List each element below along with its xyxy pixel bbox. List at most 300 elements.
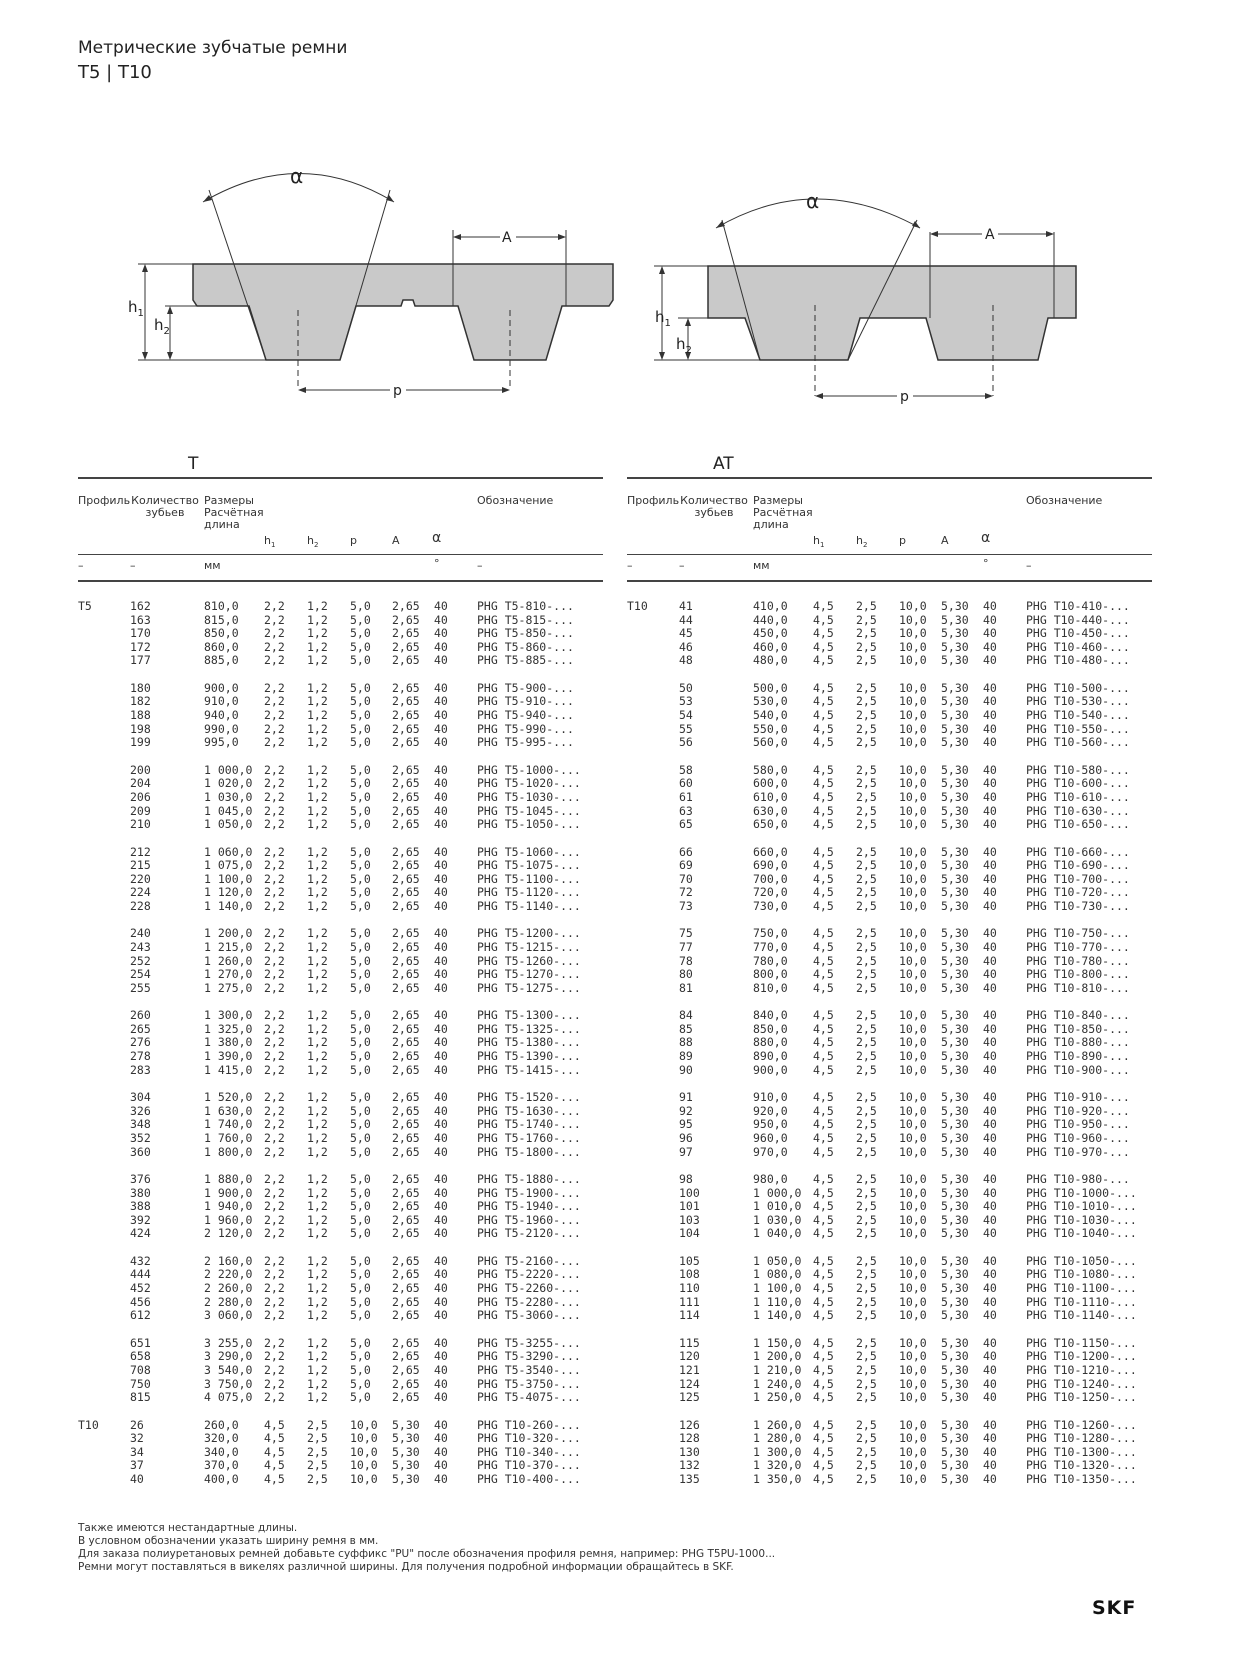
- h1-cell: 2,2: [264, 776, 285, 791]
- length-cell: 1 630,0: [204, 1103, 253, 1118]
- alpha-cell: 40: [983, 1212, 997, 1227]
- p-cell: 5,0: [350, 1308, 371, 1323]
- p-cell: 5,0: [350, 721, 371, 736]
- alpha-cell: 40: [983, 653, 997, 668]
- h2-cell: 1,2: [307, 639, 328, 654]
- p-cell: 5,0: [350, 599, 371, 613]
- p-cell: 10,0: [899, 926, 927, 941]
- length-cell: 480,0: [753, 653, 788, 668]
- h1-cell: 2,2: [264, 721, 285, 736]
- designation-cell: PHG T10-660-...: [1026, 844, 1130, 859]
- a-cell: 2,65: [392, 953, 420, 968]
- h2-cell: 2,5: [307, 1417, 328, 1432]
- a-cell: 2,65: [392, 817, 420, 832]
- alpha-cell: 40: [434, 762, 448, 777]
- p-cell: 5,0: [350, 1267, 371, 1282]
- h1-cell: 2,2: [264, 844, 285, 859]
- teeth-cell: 304: [130, 1090, 151, 1105]
- table-row: [78, 1459, 603, 1473]
- a-cell: 5,30: [941, 1471, 969, 1486]
- h1-cell: 2,2: [264, 762, 285, 777]
- h1-cell: 4,5: [813, 762, 834, 777]
- table-row: [627, 1337, 1152, 1351]
- teeth-cell: 78: [679, 953, 693, 968]
- length-cell: 2 280,0: [204, 1294, 253, 1309]
- teeth-cell: 162: [130, 599, 151, 613]
- alpha-cell: 40: [434, 1172, 448, 1187]
- h2-cell: 2,5: [856, 1294, 877, 1309]
- a-cell: 5,30: [392, 1417, 420, 1432]
- teeth-cell: 58: [679, 762, 693, 777]
- row-group: [627, 1173, 1152, 1241]
- table-row: [627, 600, 1152, 614]
- designation-cell: PHG T10-460-...: [1026, 639, 1130, 654]
- t-profile-diagram: [138, 174, 613, 398]
- a-cell: 5,30: [941, 1062, 969, 1077]
- p-cell: 5,0: [350, 1199, 371, 1214]
- a-cell: 5,30: [941, 1049, 969, 1064]
- a-cell: 5,30: [941, 940, 969, 955]
- designation-cell: PHG T5-2220-...: [477, 1267, 581, 1282]
- designation-cell: PHG T10-1050-...: [1026, 1253, 1137, 1268]
- a-cell: 2,65: [392, 1130, 420, 1145]
- p-cell: 5,0: [350, 694, 371, 709]
- designation-cell: PHG T10-260-...: [477, 1417, 581, 1432]
- teeth-cell: 188: [130, 708, 151, 723]
- h2-cell: 2,5: [856, 612, 877, 627]
- teeth-cell: 53: [679, 694, 693, 709]
- teeth-cell: 326: [130, 1103, 151, 1118]
- length-cell: 400,0: [204, 1471, 239, 1486]
- h2-cell: 2,5: [856, 708, 877, 723]
- footnote: Для заказа полиуретановых ремней добавьте суффикс "PU" после обозначения профиля ремня, например: PHG T5PU-1000...: [78, 1548, 776, 1560]
- h1-cell: 4,5: [813, 1008, 834, 1023]
- alpha-cell: 40: [983, 1008, 997, 1023]
- designation-cell: PHG T10-960-...: [1026, 1130, 1130, 1145]
- designation-cell: PHG T5-1900-...: [477, 1185, 581, 1200]
- a-cell: 5,30: [941, 680, 969, 695]
- a-cell: 5,30: [941, 735, 969, 750]
- p-cell: 10,0: [899, 1294, 927, 1309]
- table-row: [627, 1391, 1152, 1405]
- h1-cell: 2,2: [264, 967, 285, 982]
- p-cell: 10,0: [350, 1431, 378, 1446]
- a-cell: 5,30: [941, 1458, 969, 1473]
- h2-cell: 2,5: [856, 898, 877, 913]
- alpha-cell: 40: [983, 1090, 997, 1105]
- table-row: [78, 955, 603, 969]
- at-A-label: A: [985, 227, 995, 243]
- alpha-cell: 40: [983, 1349, 997, 1364]
- table-row: [78, 764, 603, 778]
- alpha-cell: 40: [434, 1294, 448, 1309]
- row-group: [627, 927, 1152, 995]
- designation-cell: PHG T10-780-...: [1026, 953, 1130, 968]
- teeth-cell: 70: [679, 871, 693, 886]
- table-row: [627, 955, 1152, 969]
- a-cell: 2,65: [392, 1308, 420, 1323]
- h1-cell: 2,2: [264, 1130, 285, 1145]
- designation-cell: PHG T10-550-...: [1026, 721, 1130, 736]
- h2-cell: 1,2: [307, 708, 328, 723]
- length-cell: 1 000,0: [753, 1185, 802, 1200]
- length-cell: 900,0: [204, 680, 239, 695]
- alpha-cell: 40: [434, 940, 448, 955]
- table-row: [78, 1146, 603, 1160]
- table-row: [78, 791, 603, 805]
- row-group: [78, 846, 603, 914]
- h2-cell: 1,2: [307, 762, 328, 777]
- designation-cell: PHG T10-880-...: [1026, 1035, 1130, 1050]
- h2-cell: 1,2: [307, 1376, 328, 1391]
- length-cell: 1 250,0: [753, 1390, 802, 1405]
- p-cell: 10,0: [899, 1035, 927, 1050]
- designation-cell: PHG T10-370-...: [477, 1458, 581, 1473]
- teeth-cell: 212: [130, 844, 151, 859]
- alpha-cell: 40: [434, 803, 448, 818]
- designation-cell: PHG T5-990-...: [477, 721, 574, 736]
- p-cell: 5,0: [350, 858, 371, 873]
- row-group: [627, 1091, 1152, 1159]
- h2-cell: 1,2: [307, 953, 328, 968]
- designation-cell: PHG T5-1880-...: [477, 1172, 581, 1187]
- table-row: [627, 1446, 1152, 1460]
- a-cell: 5,30: [941, 776, 969, 791]
- designation-cell: PHG T10-910-...: [1026, 1090, 1130, 1105]
- a-cell: 2,65: [392, 1090, 420, 1105]
- a-cell: 5,30: [941, 1417, 969, 1432]
- length-cell: 1 050,0: [204, 817, 253, 832]
- length-cell: 1 000,0: [204, 762, 253, 777]
- length-cell: 580,0: [753, 762, 788, 777]
- at-profile-diagram: [654, 199, 1076, 403]
- a-cell: 2,65: [392, 980, 420, 995]
- a-cell: 5,30: [941, 1144, 969, 1159]
- a-cell: 5,30: [941, 885, 969, 900]
- p-cell: 5,0: [350, 1021, 371, 1036]
- alpha-cell: 40: [983, 1431, 997, 1446]
- designation-cell: PHG T10-1040-...: [1026, 1226, 1137, 1241]
- a-cell: 2,65: [392, 1281, 420, 1296]
- teeth-cell: 128: [679, 1431, 700, 1446]
- h1-cell: 4,5: [813, 1199, 834, 1214]
- alpha-cell: 40: [434, 1458, 448, 1473]
- alpha-cell: 40: [434, 1267, 448, 1282]
- table-row: [78, 1473, 603, 1487]
- h2-cell: 2,5: [856, 1185, 877, 1200]
- table-row: [627, 1214, 1152, 1228]
- teeth-cell: 348: [130, 1117, 151, 1132]
- designation-cell: PHG T5-1275-...: [477, 980, 581, 995]
- length-cell: 1 045,0: [204, 803, 253, 818]
- h1-cell: 4,5: [813, 1349, 834, 1364]
- h2-cell: 1,2: [307, 776, 328, 791]
- table-row: [627, 873, 1152, 887]
- length-cell: 1 960,0: [204, 1212, 253, 1227]
- table-row: [78, 859, 603, 873]
- teeth-cell: 48: [679, 653, 693, 668]
- h2-cell: 1,2: [307, 844, 328, 859]
- p-cell: 10,0: [899, 612, 927, 627]
- alpha-cell: 40: [434, 1376, 448, 1391]
- alpha-cell: 40: [983, 599, 997, 613]
- h1-cell: 4,5: [813, 871, 834, 886]
- designation-cell: PHG T5-1060-...: [477, 844, 581, 859]
- designation-cell: PHG T10-500-...: [1026, 680, 1130, 695]
- p-cell: 5,0: [350, 1049, 371, 1064]
- header-designation: Обозначение: [477, 494, 554, 507]
- length-cell: 3 540,0: [204, 1362, 253, 1377]
- length-cell: 1 150,0: [753, 1335, 802, 1350]
- designation-cell: PHG T10-1300-...: [1026, 1444, 1137, 1459]
- alpha-cell: 40: [434, 680, 448, 695]
- a-cell: 5,30: [941, 1431, 969, 1446]
- table-row: [627, 1255, 1152, 1269]
- h1-cell: 4,5: [813, 980, 834, 995]
- a-cell: 5,30: [941, 844, 969, 859]
- teeth-cell: 41: [679, 599, 693, 613]
- p-cell: 10,0: [899, 639, 927, 654]
- row-group: [78, 764, 603, 832]
- length-cell: 1 800,0: [204, 1144, 253, 1159]
- a-cell: 2,65: [392, 898, 420, 913]
- alpha-cell: 40: [983, 1308, 997, 1323]
- h1-cell: 4,5: [813, 612, 834, 627]
- profile-cell: T5: [78, 599, 92, 613]
- h1-cell: 4,5: [813, 1185, 834, 1200]
- h1-cell: 4,5: [813, 1226, 834, 1241]
- a-cell: 2,65: [392, 1144, 420, 1159]
- table-row: [627, 941, 1152, 955]
- h1-cell: 4,5: [813, 1267, 834, 1282]
- length-cell: 1 120,0: [204, 885, 253, 900]
- h1-cell: 4,5: [813, 858, 834, 873]
- h2-cell: 2,5: [856, 953, 877, 968]
- row-group: [627, 846, 1152, 914]
- table-row: [627, 1350, 1152, 1364]
- alpha-cell: 40: [434, 1471, 448, 1486]
- teeth-cell: 73: [679, 898, 693, 913]
- h2-cell: 1,2: [307, 1308, 328, 1323]
- h1-cell: 2,2: [264, 1144, 285, 1159]
- h2-cell: 2,5: [856, 1212, 877, 1227]
- header-length: Расчётная длина: [204, 506, 264, 531]
- h2-cell: 2,5: [307, 1458, 328, 1473]
- h1-cell: 4,5: [813, 1294, 834, 1309]
- alpha-cell: 40: [983, 940, 997, 955]
- h2-cell: 2,5: [856, 1281, 877, 1296]
- table-row: [78, 627, 603, 641]
- h2-cell: 2,5: [856, 1199, 877, 1214]
- alpha-cell: 40: [983, 817, 997, 832]
- table-row: [78, 1255, 603, 1269]
- h1-cell: 4,5: [813, 1471, 834, 1486]
- p-cell: 10,0: [350, 1471, 378, 1486]
- length-cell: 1 050,0: [753, 1253, 802, 1268]
- designation-cell: PHG T5-1100-...: [477, 871, 581, 886]
- h2-cell: 2,5: [856, 1376, 877, 1391]
- header-length: Расчётная длина: [753, 506, 813, 531]
- h1-cell: 2,2: [264, 1362, 285, 1377]
- teeth-cell: 163: [130, 612, 151, 627]
- h2-cell: 2,5: [856, 1035, 877, 1050]
- a-cell: 5,30: [392, 1431, 420, 1446]
- teeth-cell: 456: [130, 1294, 151, 1309]
- designation-cell: PHG T5-2160-...: [477, 1253, 581, 1268]
- teeth-cell: 444: [130, 1267, 151, 1282]
- p-cell: 10,0: [899, 1226, 927, 1241]
- h1-cell: 2,2: [264, 1335, 285, 1350]
- table-row: [78, 600, 603, 614]
- h2-cell: 2,5: [856, 1049, 877, 1064]
- designation-cell: PHG T5-1940-...: [477, 1199, 581, 1214]
- teeth-cell: 32: [130, 1431, 144, 1446]
- length-cell: 1 210,0: [753, 1362, 802, 1377]
- table-row: [627, 1009, 1152, 1023]
- alpha-cell: 40: [434, 898, 448, 913]
- h1-cell: 4,5: [813, 844, 834, 859]
- length-cell: 840,0: [753, 1008, 788, 1023]
- designation-cell: PHG T10-610-...: [1026, 789, 1130, 804]
- teeth-cell: 72: [679, 885, 693, 900]
- alpha-cell: 40: [434, 735, 448, 750]
- h1-cell: 4,5: [264, 1417, 285, 1432]
- length-cell: 3 060,0: [204, 1308, 253, 1323]
- a-cell: 5,30: [941, 1130, 969, 1145]
- p-cell: 10,0: [350, 1417, 378, 1432]
- designation-cell: PHG T5-3750-...: [477, 1376, 581, 1391]
- teeth-cell: 103: [679, 1212, 700, 1227]
- alpha-cell: 40: [434, 1349, 448, 1364]
- length-cell: 530,0: [753, 694, 788, 709]
- alpha-cell: 40: [434, 1199, 448, 1214]
- alpha-cell: 40: [983, 1362, 997, 1377]
- teeth-cell: 170: [130, 626, 151, 641]
- p-cell: 10,0: [899, 1376, 927, 1391]
- a-cell: 2,65: [392, 762, 420, 777]
- alpha-cell: 40: [434, 1362, 448, 1377]
- p-cell: 5,0: [350, 803, 371, 818]
- length-cell: 1 280,0: [753, 1431, 802, 1446]
- teeth-cell: 612: [130, 1308, 151, 1323]
- a-cell: 2,65: [392, 1062, 420, 1077]
- h1-cell: 4,5: [813, 1390, 834, 1405]
- teeth-cell: 97: [679, 1144, 693, 1159]
- alpha-cell: 40: [434, 694, 448, 709]
- table-row: [78, 709, 603, 723]
- teeth-cell: 40: [130, 1471, 144, 1486]
- designation-cell: PHG T5-3255-...: [477, 1335, 581, 1350]
- alpha-cell: 40: [434, 639, 448, 654]
- teeth-cell: 240: [130, 926, 151, 941]
- header-alpha: α: [432, 530, 442, 546]
- h2-cell: 1,2: [307, 653, 328, 668]
- page-title: Метрические зубчатые ремни: [78, 38, 348, 58]
- alpha-cell: 40: [434, 1335, 448, 1350]
- a-cell: 2,65: [392, 735, 420, 750]
- unit-teeth: –: [130, 559, 136, 572]
- footnotes: [78, 1522, 775, 1574]
- row-group: [78, 600, 603, 668]
- h1-cell: 4,5: [813, 1376, 834, 1391]
- designation-cell: PHG T5-995-...: [477, 735, 574, 750]
- header-h2: $h_2$: [307, 534, 319, 550]
- length-cell: 910,0: [753, 1090, 788, 1105]
- length-cell: 1 350,0: [753, 1471, 802, 1486]
- p-cell: 5,0: [350, 1362, 371, 1377]
- table-row: [627, 791, 1152, 805]
- length-cell: 4 075,0: [204, 1390, 253, 1405]
- alpha-cell: 40: [434, 626, 448, 641]
- h1-cell: 4,5: [813, 694, 834, 709]
- h1-cell: 2,2: [264, 1049, 285, 1064]
- alpha-cell: 40: [983, 1144, 997, 1159]
- h1-cell: 2,2: [264, 1294, 285, 1309]
- alpha-cell: 40: [983, 1253, 997, 1268]
- h2-cell: 1,2: [307, 1390, 328, 1405]
- length-cell: 850,0: [204, 626, 239, 641]
- length-cell: 1 010,0: [753, 1199, 802, 1214]
- h2-cell: 1,2: [307, 1144, 328, 1159]
- table-row: [78, 1364, 603, 1378]
- alpha-cell: 40: [434, 980, 448, 995]
- alpha-cell: 40: [434, 1390, 448, 1405]
- teeth-cell: 26: [130, 1417, 144, 1432]
- length-cell: 940,0: [204, 708, 239, 723]
- alpha-cell: 40: [983, 1117, 997, 1132]
- table-row: [78, 805, 603, 819]
- p-cell: 5,0: [350, 762, 371, 777]
- p-cell: 5,0: [350, 967, 371, 982]
- h1-cell: 4,5: [813, 940, 834, 955]
- p-cell: 10,0: [899, 1444, 927, 1459]
- a-cell: 5,30: [941, 1267, 969, 1282]
- teeth-cell: 180: [130, 680, 151, 695]
- table-row: [627, 736, 1152, 750]
- h2-cell: 1,2: [307, 1335, 328, 1350]
- p-cell: 10,0: [899, 721, 927, 736]
- teeth-cell: 85: [679, 1021, 693, 1036]
- a-cell: 5,30: [941, 1117, 969, 1132]
- a-cell: 5,30: [941, 1103, 969, 1118]
- length-cell: 1 100,0: [753, 1281, 802, 1296]
- alpha-cell: 40: [983, 735, 997, 750]
- table-row: [78, 982, 603, 996]
- teeth-cell: 66: [679, 844, 693, 859]
- header-h2: $h_2$: [856, 534, 868, 550]
- teeth-cell: 61: [679, 789, 693, 804]
- designation-cell: PHG T10-950-...: [1026, 1117, 1130, 1132]
- section-label-at: AT: [713, 454, 734, 474]
- table-row: [627, 627, 1152, 641]
- alpha-cell: 40: [434, 1090, 448, 1105]
- designation-cell: PHG T10-1000-...: [1026, 1185, 1137, 1200]
- length-cell: 960,0: [753, 1130, 788, 1145]
- length-cell: 460,0: [753, 639, 788, 654]
- alpha-cell: 40: [434, 926, 448, 941]
- header-profile: Профиль: [78, 494, 131, 507]
- alpha-cell: 40: [983, 694, 997, 709]
- table-row: [627, 1105, 1152, 1119]
- t-belt-shape: [193, 264, 613, 360]
- h1-cell: 4,5: [813, 926, 834, 941]
- table-row: [78, 1064, 603, 1078]
- p-cell: 10,0: [899, 776, 927, 791]
- length-cell: 540,0: [753, 708, 788, 723]
- table-mid-rule: [627, 554, 1152, 555]
- table-row: [78, 723, 603, 737]
- p-cell: 5,0: [350, 1390, 371, 1405]
